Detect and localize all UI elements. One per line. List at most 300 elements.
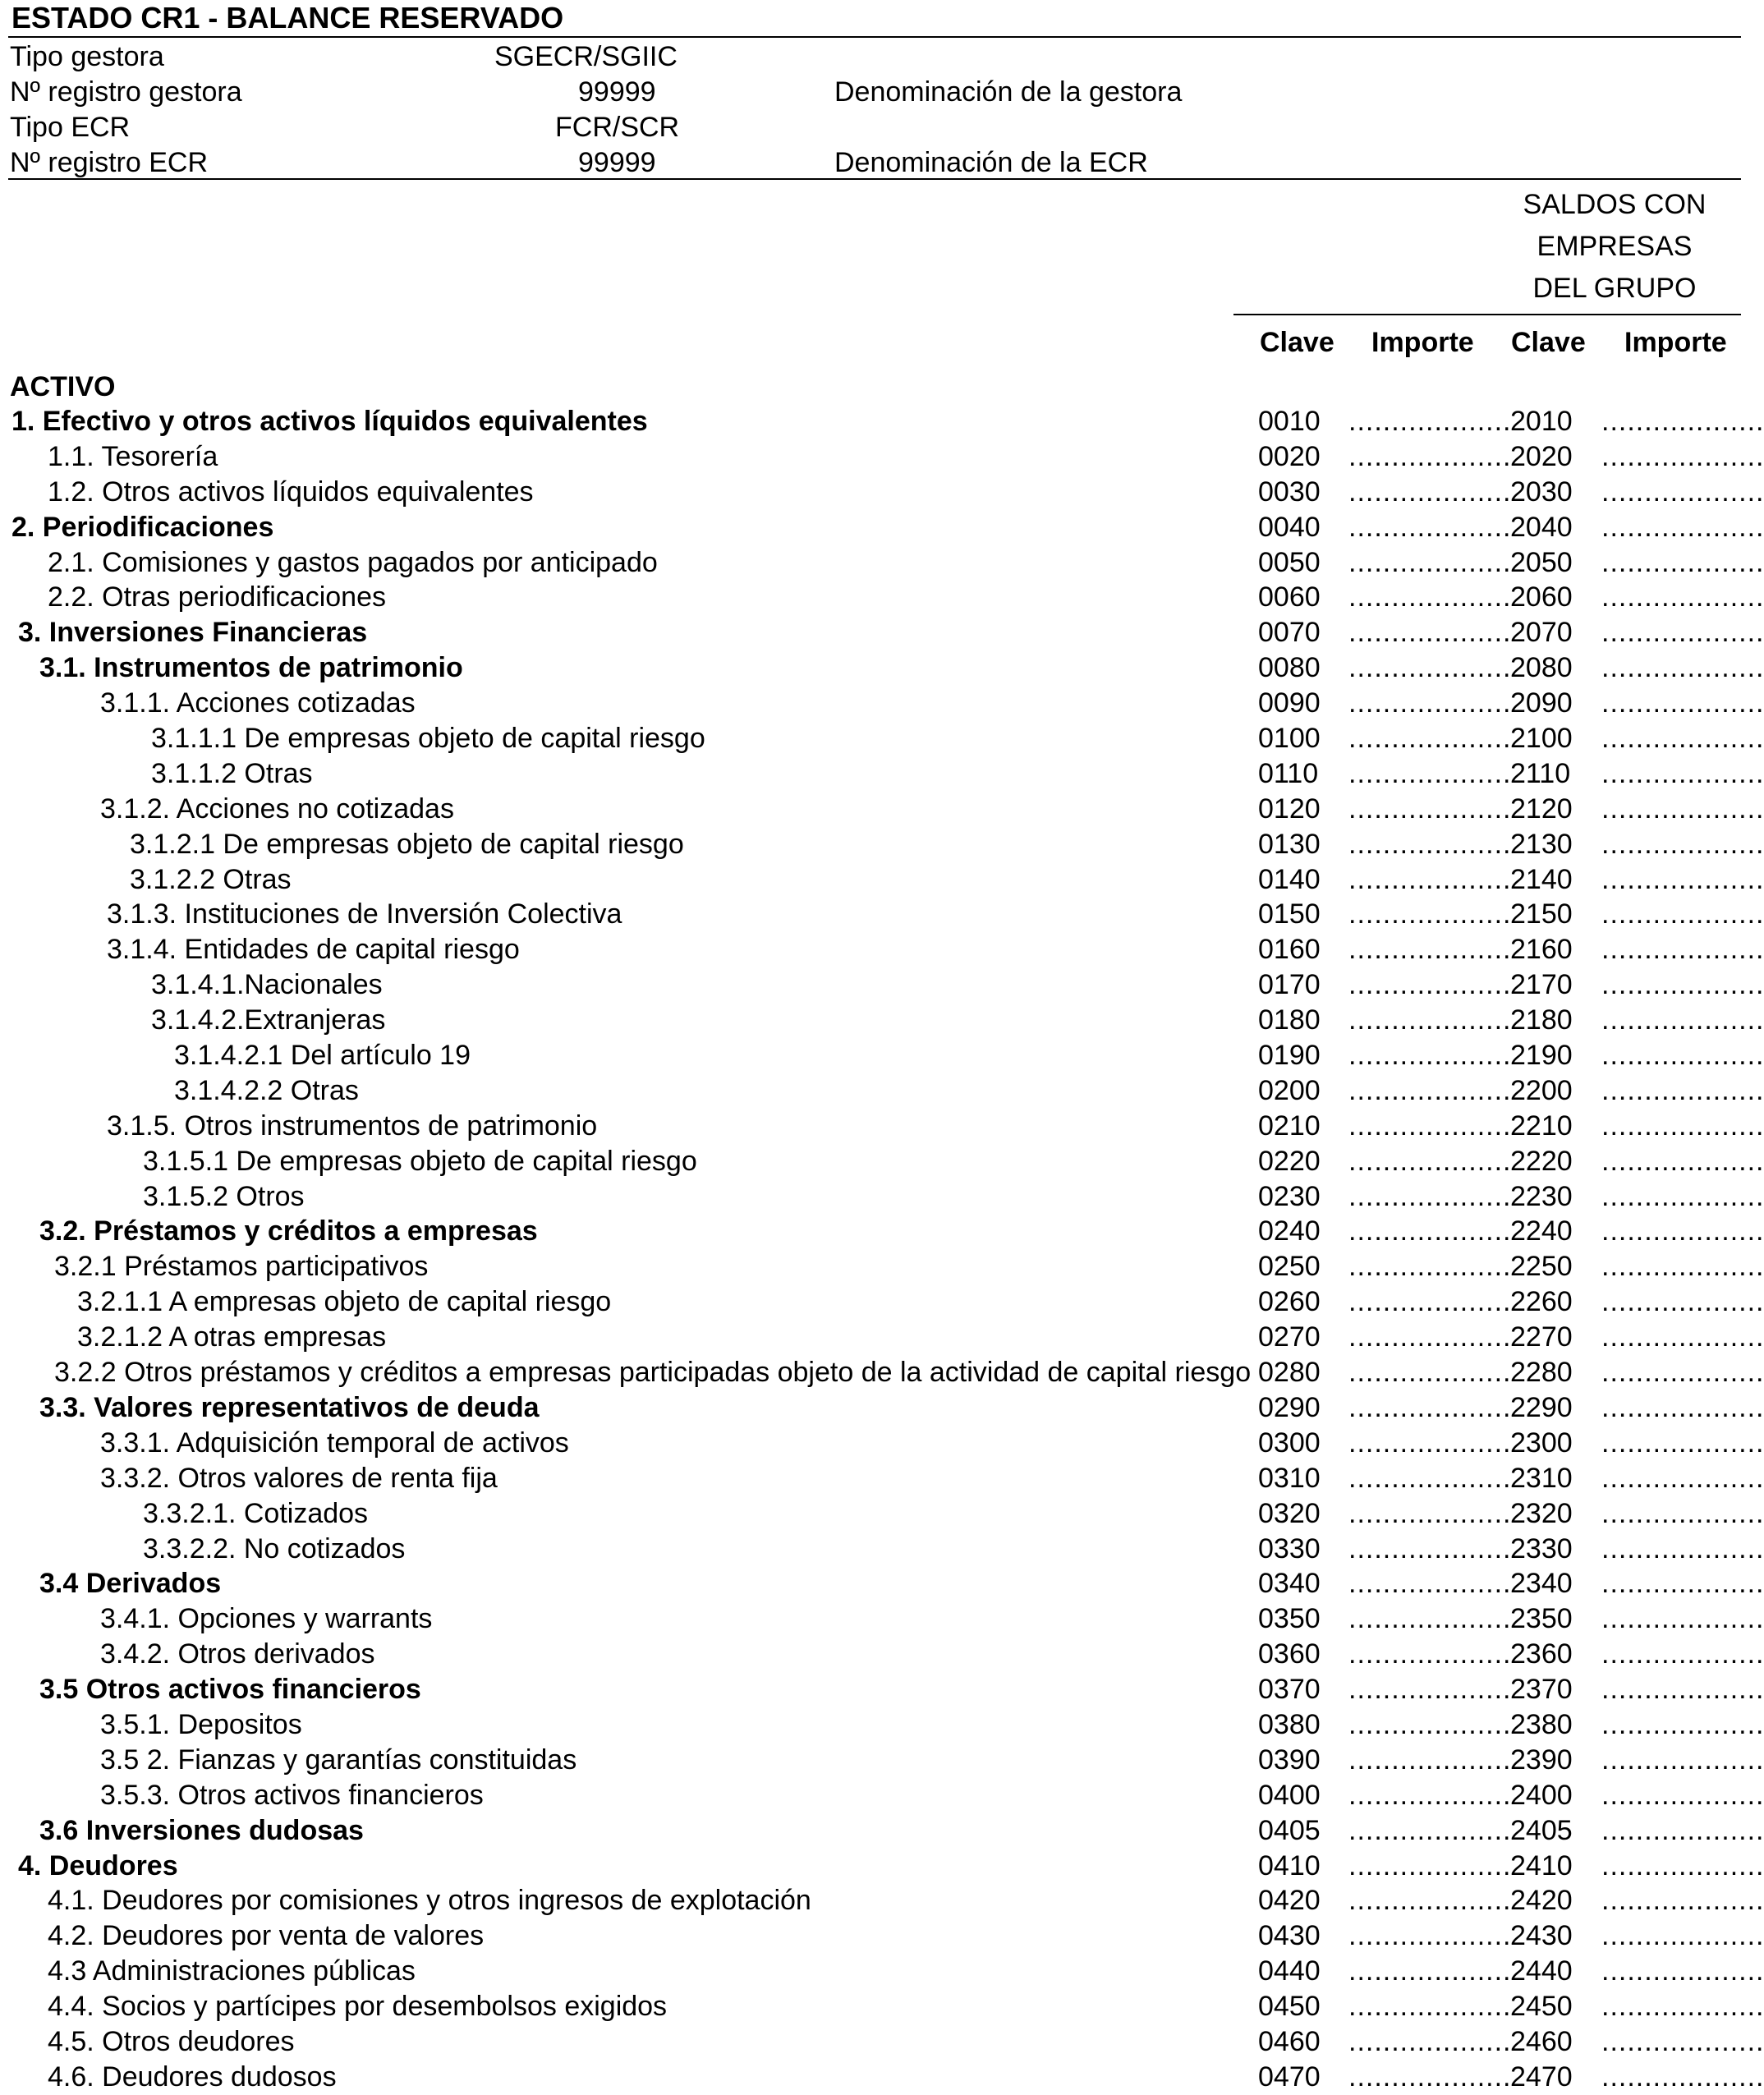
- row-importe-grupo-field[interactable]: ...................: [1601, 1391, 1764, 1423]
- row-clave-grupo: 2405: [1510, 1814, 1573, 1846]
- row-importe-field[interactable]: ...................: [1348, 1004, 1512, 1036]
- row-clave-grupo: 2330: [1510, 1532, 1573, 1564]
- row-importe-grupo-field[interactable]: ...................: [1601, 1532, 1764, 1564]
- row-clave-grupo: 2060: [1510, 581, 1573, 613]
- row-clave: 0250: [1258, 1251, 1321, 1283]
- row-importe-grupo-field[interactable]: ...................: [1601, 934, 1764, 966]
- table-row: [0, 1038, 1764, 1073]
- table-row: [0, 1707, 1764, 1743]
- table-row: [0, 1496, 1764, 1532]
- table-row: [0, 1320, 1764, 1355]
- row-label: 3.5 Otros activos financieros: [39, 1674, 421, 1706]
- row-importe-grupo-field[interactable]: ...................: [1601, 1885, 1764, 1917]
- row-label: 4. Deudores: [18, 1849, 178, 1881]
- row-clave: 0110: [1258, 757, 1319, 789]
- table-row: [0, 439, 1764, 475]
- row-clave: 0260: [1258, 1286, 1321, 1318]
- row-clave: 0230: [1258, 1180, 1321, 1212]
- row-importe-grupo-field[interactable]: ...................: [1601, 1638, 1764, 1670]
- row-importe-grupo-field[interactable]: ...................: [1601, 1603, 1764, 1635]
- tipo-gestora-label: Tipo gestora: [10, 41, 164, 72]
- row-label: 3.3.2. Otros valores de renta fija: [100, 1462, 498, 1494]
- row-clave-grupo: 2100: [1510, 723, 1573, 755]
- row-clave-grupo: 2400: [1510, 1779, 1573, 1811]
- row-clave-grupo: 2370: [1510, 1674, 1573, 1706]
- row-label: 3.4 Derivados: [39, 1568, 222, 1600]
- row-importe-grupo-field[interactable]: ...................: [1601, 1814, 1764, 1846]
- tipo-gestora-value: SGECR/SGIIC: [494, 41, 678, 72]
- tipo-ecr-label: Tipo ECR: [10, 112, 131, 143]
- row-label: 3.5 2. Fianzas y garantías constituidas: [100, 1744, 577, 1776]
- row-importe-field[interactable]: ...................: [1348, 617, 1512, 649]
- meta-rule: [8, 178, 1741, 180]
- table-row: [0, 756, 1764, 792]
- row-clave-grupo: 2460: [1510, 2025, 1573, 2057]
- row-importe-field[interactable]: ...................: [1348, 406, 1512, 437]
- table-row: [0, 1003, 1764, 1038]
- row-importe-field[interactable]: ...................: [1348, 1286, 1512, 1318]
- row-importe-field[interactable]: ...................: [1348, 1462, 1512, 1494]
- row-label: 1.1. Tesorería: [48, 440, 218, 472]
- row-clave: 0180: [1258, 1004, 1321, 1036]
- row-label: 3.1.1.2 Otras: [151, 757, 313, 789]
- row-clave-grupo: 2340: [1510, 1568, 1573, 1600]
- row-clave: 0405: [1258, 1814, 1321, 1846]
- row-importe-grupo-field[interactable]: ...................: [1601, 687, 1764, 719]
- row-clave-grupo: 2170: [1510, 969, 1573, 1001]
- row-importe-grupo-field[interactable]: ...................: [1601, 1991, 1764, 2023]
- row-clave-grupo: 2160: [1510, 934, 1573, 966]
- row-importe-grupo-field[interactable]: ...................: [1601, 1744, 1764, 1776]
- row-clave: 0120: [1258, 793, 1321, 825]
- row-importe-grupo-field[interactable]: ...................: [1601, 1568, 1764, 1600]
- row-importe-grupo-field[interactable]: ...................: [1601, 1955, 1764, 1987]
- table-row: [0, 897, 1764, 932]
- row-importe-field[interactable]: ...................: [1348, 1920, 1512, 1952]
- column-header-importe: Importe: [1371, 327, 1474, 358]
- group-header-line1: SALDOS CON: [1523, 189, 1707, 220]
- row-clave: 0460: [1258, 2025, 1321, 2057]
- row-clave: 0430: [1258, 1920, 1321, 1952]
- denominacion-ecr: Denominación de la ECR: [834, 147, 1148, 178]
- row-importe-grupo-field[interactable]: ...................: [1601, 828, 1764, 860]
- row-label: 3.4.1. Opciones y warrants: [100, 1603, 433, 1635]
- row-importe-grupo-field[interactable]: ...................: [1601, 1779, 1764, 1811]
- row-label: 3. Inversiones Financieras: [18, 617, 368, 649]
- table-row: [0, 1601, 1764, 1637]
- table-row: [0, 1954, 1764, 1989]
- row-label: 3.1.2.2 Otras: [130, 863, 292, 895]
- table-row: [0, 1355, 1764, 1390]
- row-clave-grupo: 2390: [1510, 1744, 1573, 1776]
- row-importe-grupo-field[interactable]: ...................: [1601, 440, 1764, 472]
- row-clave: 0020: [1258, 440, 1321, 472]
- table-row: [0, 1426, 1764, 1461]
- table-row: [0, 1073, 1764, 1109]
- row-importe-grupo-field[interactable]: ...................: [1601, 1849, 1764, 1881]
- row-clave: 0130: [1258, 828, 1321, 860]
- row-importe-grupo-field[interactable]: ...................: [1601, 406, 1764, 437]
- row-label: 3.1. Instrumentos de patrimonio: [39, 652, 463, 684]
- row-label: 3.1.5. Otros instrumentos de patrimonio: [107, 1110, 598, 1142]
- tipo-ecr-value: FCR/SCR: [555, 112, 680, 143]
- row-importe-field[interactable]: ...................: [1348, 1391, 1512, 1423]
- table-row: [0, 1144, 1764, 1179]
- row-clave-grupo: 2200: [1510, 1074, 1573, 1106]
- table-row: [0, 1743, 1764, 1778]
- row-clave: 0100: [1258, 723, 1321, 755]
- row-importe-field[interactable]: ...................: [1348, 1427, 1512, 1459]
- row-clave-grupo: 2220: [1510, 1145, 1573, 1177]
- row-label: 2.1. Comisiones y gastos pagados por anticipado: [48, 546, 658, 578]
- row-importe-grupo-field[interactable]: ...................: [1601, 1708, 1764, 1740]
- row-importe-field[interactable]: ...................: [1348, 1814, 1512, 1846]
- row-importe-grupo-field[interactable]: ...................: [1601, 546, 1764, 578]
- row-importe-field[interactable]: ...................: [1348, 1532, 1512, 1564]
- table-row: [0, 686, 1764, 721]
- row-importe-field[interactable]: ...................: [1348, 1708, 1512, 1740]
- row-clave: 0270: [1258, 1321, 1321, 1353]
- table-row: [0, 1390, 1764, 1426]
- row-clave-grupo: 2070: [1510, 617, 1573, 649]
- row-label: 3.5.1. Depositos: [100, 1708, 302, 1740]
- row-importe-field[interactable]: ...................: [1348, 1568, 1512, 1600]
- table-row: [0, 1284, 1764, 1320]
- row-label: 4.5. Otros deudores: [48, 2025, 295, 2057]
- row-importe-field[interactable]: ...................: [1348, 1040, 1512, 1072]
- row-clave: 0450: [1258, 1991, 1321, 2023]
- row-label: 3.1.2. Acciones no cotizadas: [100, 793, 454, 825]
- row-clave: 0170: [1258, 969, 1321, 1001]
- row-importe-grupo-field[interactable]: ...................: [1601, 1286, 1764, 1318]
- row-label: 3.1.1. Acciones cotizadas: [100, 687, 416, 719]
- row-label: 4.3 Administraciones públicas: [48, 1955, 416, 1987]
- row-label: 3.3.2.2. No cotizados: [143, 1532, 406, 1564]
- row-importe-field[interactable]: ...................: [1348, 1215, 1512, 1247]
- row-importe-grupo-field[interactable]: ...................: [1601, 476, 1764, 508]
- row-label: 3.5.3. Otros activos financieros: [100, 1779, 484, 1811]
- row-importe-grupo-field[interactable]: ...................: [1601, 1357, 1764, 1389]
- table-row: [0, 1109, 1764, 1144]
- row-clave-grupo: 2190: [1510, 1040, 1573, 1072]
- row-importe-grupo-field[interactable]: ...................: [1601, 1215, 1764, 1247]
- table-row: [0, 650, 1764, 686]
- row-clave-grupo: 2110: [1510, 757, 1571, 789]
- row-clave-grupo: 2130: [1510, 828, 1573, 860]
- table-row: [0, 2024, 1764, 2060]
- row-clave-grupo: 2090: [1510, 687, 1573, 719]
- row-clave-grupo: 2180: [1510, 1004, 1573, 1036]
- row-importe-field[interactable]: ...................: [1348, 1849, 1512, 1881]
- table-row: [0, 1532, 1764, 1567]
- row-importe-field[interactable]: ...................: [1348, 934, 1512, 966]
- row-importe-field[interactable]: ...................: [1348, 1251, 1512, 1283]
- row-importe-field[interactable]: ...................: [1348, 1110, 1512, 1142]
- group-header-line3: DEL GRUPO: [1532, 273, 1697, 304]
- row-importe-field[interactable]: ...................: [1348, 2025, 1512, 2057]
- row-importe-field[interactable]: ...................: [1348, 1674, 1512, 1706]
- row-label: 3.1.2.1 De empresas objeto de capital riesgo: [130, 828, 684, 860]
- table-row: [0, 510, 1764, 545]
- row-clave: 0290: [1258, 1391, 1321, 1423]
- row-clave-grupo: 2300: [1510, 1427, 1573, 1459]
- row-clave: 0280: [1258, 1357, 1321, 1389]
- row-clave: 0200: [1258, 1074, 1321, 1106]
- row-clave: 0160: [1258, 934, 1321, 966]
- row-label: 3.1.4. Entidades de capital riesgo: [107, 934, 520, 966]
- row-label: 3.1.4.2.2 Otras: [174, 1074, 359, 1106]
- table-row: [0, 475, 1764, 510]
- row-clave-grupo: 2440: [1510, 1955, 1573, 1987]
- row-importe-field[interactable]: ...................: [1348, 1357, 1512, 1389]
- table-row: [0, 827, 1764, 862]
- row-label: 4.6. Deudores dudosos: [48, 2061, 337, 2093]
- table-row: [0, 1672, 1764, 1707]
- row-clave-grupo: 2040: [1510, 511, 1573, 543]
- row-importe-grupo-field[interactable]: ...................: [1601, 898, 1764, 930]
- row-clave: 0420: [1258, 1885, 1321, 1917]
- row-importe-field[interactable]: ...................: [1348, 511, 1512, 543]
- row-importe-field[interactable]: ...................: [1348, 969, 1512, 1001]
- row-clave-grupo: 2210: [1510, 1110, 1573, 1142]
- table-row: [0, 1813, 1764, 1849]
- row-clave-grupo: 2150: [1510, 898, 1573, 930]
- table-row: [0, 1179, 1764, 1215]
- registro-gestora-label: Nº registro gestora: [10, 76, 242, 108]
- table-row: [0, 1214, 1764, 1249]
- row-label: 3.1.4.1.Nacionales: [151, 969, 383, 1001]
- row-label: 2. Periodificaciones: [11, 511, 274, 543]
- table-row: [0, 1849, 1764, 1884]
- row-clave-grupo: 2380: [1510, 1708, 1573, 1740]
- row-importe-field[interactable]: ...................: [1348, 1603, 1512, 1635]
- table-row: [0, 721, 1764, 756]
- row-clave-grupo: 2140: [1510, 863, 1573, 895]
- row-label: 3.2.2 Otros préstamos y créditos a empresas participadas objeto de la actividad de capital riesgo: [54, 1357, 1252, 1389]
- row-clave-grupo: 2250: [1510, 1251, 1573, 1283]
- row-label: 3.3.1. Adquisición temporal de activos: [100, 1427, 569, 1459]
- row-importe-field[interactable]: ...................: [1348, 1180, 1512, 1212]
- row-importe-grupo-field[interactable]: ...................: [1601, 652, 1764, 684]
- row-clave-grupo: 2470: [1510, 2061, 1573, 2093]
- row-importe-grupo-field[interactable]: ...................: [1601, 2061, 1764, 2093]
- row-importe-grupo-field[interactable]: ...................: [1601, 1180, 1764, 1212]
- row-clave-grupo: 2230: [1510, 1180, 1573, 1212]
- row-clave: 0210: [1258, 1110, 1321, 1142]
- row-importe-field[interactable]: ...................: [1348, 1145, 1512, 1177]
- row-importe-grupo-field[interactable]: ...................: [1601, 1497, 1764, 1529]
- table-row: [0, 1918, 1764, 1954]
- row-importe-grupo-field[interactable]: ...................: [1601, 1674, 1764, 1706]
- row-clave-grupo: 2420: [1510, 1885, 1573, 1917]
- row-clave: 0440: [1258, 1955, 1321, 1987]
- row-importe-field[interactable]: ...................: [1348, 1779, 1512, 1811]
- row-importe-grupo-field[interactable]: ...................: [1601, 617, 1764, 649]
- row-clave-grupo: 2450: [1510, 1991, 1573, 2023]
- balance-rows: [0, 404, 1764, 2095]
- row-clave-grupo: 2020: [1510, 440, 1573, 472]
- row-clave-grupo: 2050: [1510, 546, 1573, 578]
- row-importe-grupo-field[interactable]: ...................: [1601, 511, 1764, 543]
- row-clave-grupo: 2360: [1510, 1638, 1573, 1670]
- row-importe-field[interactable]: ...................: [1348, 793, 1512, 825]
- row-importe-field[interactable]: ...................: [1348, 476, 1512, 508]
- row-clave: 0330: [1258, 1532, 1321, 1564]
- registro-gestora-value: 99999: [578, 76, 656, 108]
- row-clave: 0010: [1258, 406, 1321, 437]
- row-clave: 0030: [1258, 476, 1321, 508]
- row-importe-grupo-field[interactable]: ...................: [1601, 863, 1764, 895]
- row-importe-grupo-field[interactable]: ...................: [1601, 969, 1764, 1001]
- row-importe-grupo-field[interactable]: ...................: [1601, 1145, 1764, 1177]
- row-clave: 0070: [1258, 617, 1321, 649]
- row-clave: 0400: [1258, 1779, 1321, 1811]
- row-importe-field[interactable]: ...................: [1348, 440, 1512, 472]
- row-clave: 0190: [1258, 1040, 1321, 1072]
- row-importe-grupo-field[interactable]: ...................: [1601, 1321, 1764, 1353]
- row-importe-field[interactable]: ...................: [1348, 828, 1512, 860]
- row-label: 3.3. Valores representativos de deuda: [39, 1391, 540, 1423]
- table-row: [0, 404, 1764, 439]
- row-importe-grupo-field[interactable]: ...................: [1601, 757, 1764, 789]
- row-importe-field[interactable]: ...................: [1348, 687, 1512, 719]
- table-row: [0, 1461, 1764, 1496]
- row-importe-field[interactable]: ...................: [1348, 757, 1512, 789]
- row-importe-grupo-field[interactable]: ...................: [1601, 1074, 1764, 1106]
- row-label: 1. Efectivo y otros activos líquidos equivalentes: [11, 406, 648, 437]
- row-clave-grupo: 2310: [1510, 1462, 1573, 1494]
- row-clave: 0080: [1258, 652, 1321, 684]
- row-clave-grupo: 2270: [1510, 1321, 1573, 1353]
- table-row: [0, 1249, 1764, 1284]
- registro-ecr-label: Nº registro ECR: [10, 147, 209, 178]
- row-importe-field[interactable]: ...................: [1348, 723, 1512, 755]
- row-clave: 0470: [1258, 2061, 1321, 2093]
- column-header-clave: Clave: [1260, 327, 1334, 358]
- row-importe-field[interactable]: ...................: [1348, 652, 1512, 684]
- row-importe-grupo-field[interactable]: ...................: [1601, 1427, 1764, 1459]
- row-importe-field[interactable]: ...................: [1348, 1885, 1512, 1917]
- table-row: [0, 1637, 1764, 1672]
- row-clave-grupo: 2260: [1510, 1286, 1573, 1318]
- row-clave: 0320: [1258, 1497, 1321, 1529]
- row-label: 4.2. Deudores por venta de valores: [48, 1920, 485, 1952]
- row-clave: 0380: [1258, 1708, 1321, 1740]
- row-label: 3.6 Inversiones dudosas: [39, 1814, 364, 1846]
- row-label: 3.2.1.1 A empresas objeto de capital riesgo: [77, 1286, 612, 1318]
- row-clave-grupo: 2030: [1510, 476, 1573, 508]
- table-row: [0, 967, 1764, 1003]
- row-label: 4.4. Socios y partícipes por desembolsos exigidos: [48, 1991, 668, 2023]
- title-rule: [8, 36, 1741, 38]
- denominacion-gestora: Denominación de la gestora: [834, 76, 1183, 108]
- row-clave-grupo: 2430: [1510, 1920, 1573, 1952]
- row-importe-grupo-field[interactable]: ...................: [1601, 1251, 1764, 1283]
- table-row: [0, 1883, 1764, 1918]
- row-clave-grupo: 2290: [1510, 1391, 1573, 1423]
- row-importe-field[interactable]: ...................: [1348, 863, 1512, 895]
- row-clave: 0240: [1258, 1215, 1321, 1247]
- row-label: 2.2. Otras periodificaciones: [48, 581, 386, 613]
- row-clave-grupo: 2080: [1510, 652, 1573, 684]
- table-row: [0, 1989, 1764, 2024]
- row-clave: 0360: [1258, 1638, 1321, 1670]
- row-importe-field[interactable]: ...................: [1348, 581, 1512, 613]
- page-title: ESTADO CR1 - BALANCE RESERVADO: [11, 1, 564, 34]
- row-label: 3.1.4.2.Extranjeras: [151, 1004, 386, 1036]
- row-label: 3.1.5.2 Otros: [143, 1180, 305, 1212]
- row-clave: 0220: [1258, 1145, 1321, 1177]
- row-importe-field[interactable]: ...................: [1348, 1497, 1512, 1529]
- table-row: [0, 862, 1764, 898]
- registro-ecr-value: 99999: [578, 147, 656, 178]
- row-importe-grupo-field[interactable]: ...................: [1601, 793, 1764, 825]
- row-importe-grupo-field[interactable]: ...................: [1601, 1110, 1764, 1142]
- row-clave-grupo: 2120: [1510, 793, 1573, 825]
- row-clave: 0310: [1258, 1462, 1321, 1494]
- row-label: 3.1.3. Instituciones de Inversión Colectiva: [107, 898, 622, 930]
- row-importe-field[interactable]: ...................: [1348, 2061, 1512, 2093]
- table-row: [0, 1778, 1764, 1813]
- row-label: 3.2.1.2 A otras empresas: [77, 1321, 387, 1353]
- row-importe-field[interactable]: ...................: [1348, 1074, 1512, 1106]
- row-importe-field[interactable]: ...................: [1348, 1321, 1512, 1353]
- row-clave-grupo: 2240: [1510, 1215, 1573, 1247]
- section-activo: ACTIVO: [10, 371, 116, 402]
- row-clave: 0150: [1258, 898, 1321, 930]
- row-label: 4.1. Deudores por comisiones y otros ingresos de explotación: [48, 1885, 811, 1917]
- row-clave: 0050: [1258, 546, 1321, 578]
- row-clave-grupo: 2010: [1510, 406, 1573, 437]
- row-clave: 0350: [1258, 1603, 1321, 1635]
- table-row: [0, 580, 1764, 615]
- row-importe-field[interactable]: ...................: [1348, 1638, 1512, 1670]
- column-header-rule: [1233, 314, 1741, 315]
- row-clave-grupo: 2320: [1510, 1497, 1573, 1529]
- row-importe-field[interactable]: ...................: [1348, 1744, 1512, 1776]
- row-importe-grupo-field[interactable]: ...................: [1601, 2025, 1764, 2057]
- row-label: 3.4.2. Otros derivados: [100, 1638, 375, 1670]
- row-importe-grupo-field[interactable]: ...................: [1601, 1462, 1764, 1494]
- table-row: [0, 545, 1764, 581]
- row-importe-field[interactable]: ...................: [1348, 1991, 1512, 2023]
- row-clave: 0410: [1258, 1849, 1321, 1881]
- table-row: [0, 792, 1764, 827]
- row-label: 3.1.1.1 De empresas objeto de capital riesgo: [151, 723, 705, 755]
- table-row: [0, 615, 1764, 650]
- row-clave-grupo: 2350: [1510, 1603, 1573, 1635]
- row-clave: 0060: [1258, 581, 1321, 613]
- row-importe-grupo-field[interactable]: ...................: [1601, 723, 1764, 755]
- column-header-importe-grupo: Importe: [1624, 327, 1727, 358]
- row-clave: 0390: [1258, 1744, 1321, 1776]
- row-label: 1.2. Otros activos líquidos equivalentes: [48, 476, 534, 508]
- row-label: 3.3.2.1. Cotizados: [143, 1497, 369, 1529]
- row-importe-grupo-field[interactable]: ...................: [1601, 1040, 1764, 1072]
- row-importe-grupo-field[interactable]: ...................: [1601, 1004, 1764, 1036]
- row-importe-grupo-field[interactable]: ...................: [1601, 1920, 1764, 1952]
- row-importe-field[interactable]: ...................: [1348, 898, 1512, 930]
- row-clave: 0040: [1258, 511, 1321, 543]
- table-row: [0, 2060, 1764, 2095]
- row-importe-field[interactable]: ...................: [1348, 546, 1512, 578]
- table-row: [0, 932, 1764, 967]
- row-clave: 0340: [1258, 1568, 1321, 1600]
- row-label: 3.1.4.2.1 Del artículo 19: [174, 1040, 471, 1072]
- row-importe-grupo-field[interactable]: ...................: [1601, 581, 1764, 613]
- row-importe-field[interactable]: ...................: [1348, 1955, 1512, 1987]
- column-header-clave-grupo: Clave: [1511, 327, 1586, 358]
